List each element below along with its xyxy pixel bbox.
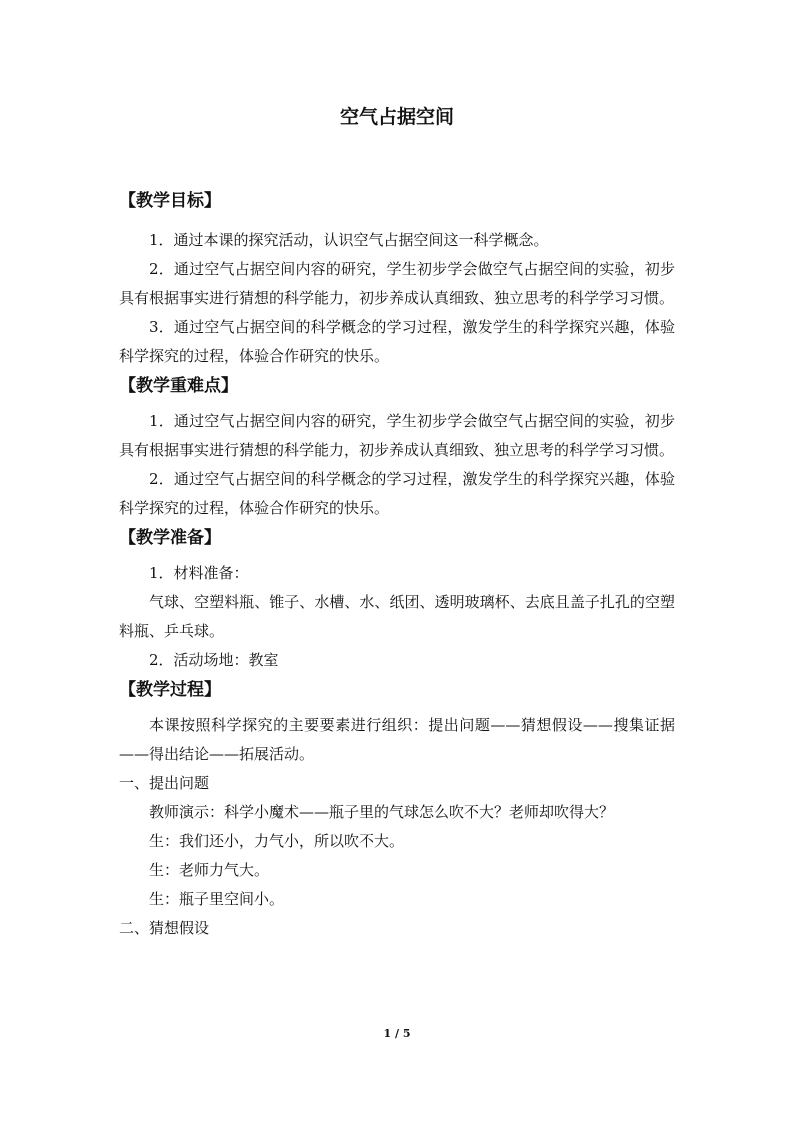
step1-line-4: 生：瓶子里空间小。 [149,890,285,908]
prep-materials: 气球、空塑料瓶、锥子、水槽、水、纸团、透明玻璃杯、去底且盖子扎孔的空塑料瓶、乒乓球。 [119,593,675,640]
goal-item-1: 1．通过本课的探究活动，认识空气占据空间这一科学概念。 [149,231,549,249]
section-heading-goals: 【教学目标】 [119,191,221,211]
section-heading-process: 【教学过程】 [119,680,221,700]
step1-line-3: 生：老师力气大。 [149,861,270,879]
section-heading-keypoints: 【教学重难点】 [119,376,238,396]
goal-item-3: 3．通过空气占据空间的科学概念的学习过程，激发学生的科学探究兴趣，体验科学探究的过程，体验合作研究的快乐。 [119,318,675,365]
step1-line-1: 教师演示：科学小魔术——瓶子里的气球怎么吹不大？老师却吹得大？ [149,803,615,821]
document-title: 空气占据空间 [339,106,454,128]
keypoint-item-2: 2．通过空气占据空间的科学概念的学习过程，激发学生的科学探究兴趣，体验科学探究的过程，体验合作研究的快乐。 [119,470,675,517]
process-intro: 本课按照科学探究的主要要素进行组织：提出问题——猜想假设——搜集证据——得出结论——拓展活动。 [119,716,675,763]
prep-item-2: 2．活动场地：教室 [149,651,279,669]
document-body [119,186,675,943]
keypoint-item-1: 1．通过空气占据空间内容的研究，学生初步学会做空气占据空间的实验，初步具有根据事实进行猜想的科学能力，初步养成认真细致、独立思考的科学学习习惯。 [119,412,675,459]
prep-item-1: 1．材料准备： [149,564,249,582]
step1-line-2: 生：我们还小，力气小，所以吹不大。 [149,832,405,850]
goal-item-2: 2．通过空气占据空间内容的研究，学生初步学会做空气占据空间的实验，初步具有根据事实进行猜想的科学能力，初步养成认真细致、独立思考的科学学习习惯。 [119,260,675,307]
step-title-1: 一、提出问题 [119,774,210,792]
step-title-2: 二、猜想假设 [119,919,210,937]
page-number: 1 / 5 [383,1027,411,1040]
section-heading-prep: 【教学准备】 [119,528,221,548]
